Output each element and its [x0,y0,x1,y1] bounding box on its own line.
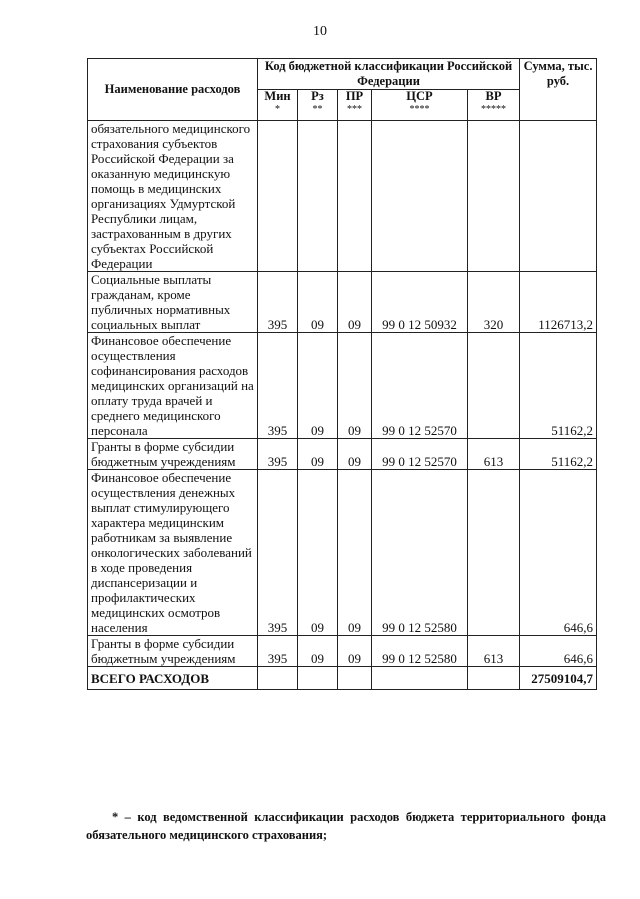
row-csr [372,121,468,272]
row-csr: 99 0 12 52580 [372,636,468,667]
total-min [258,667,298,690]
total-csr [372,667,468,690]
row-pr: 09 [338,470,372,636]
row-name: Финансовое обеспечение осуществления софинансирования расходов медицинских организаций на оплату труда врачей и среднего медицинского персонала [88,333,258,439]
table-row [88,636,597,667]
row-vr [468,333,520,439]
table-row [88,333,597,439]
row-min: 395 [258,272,298,333]
row-vr [468,121,520,272]
header-pr [338,90,372,121]
row-vr: 320 [468,272,520,333]
row-rz [298,121,338,272]
row-name: Финансовое обеспечение осуществления денежных выплат стимулирующего характера медицинским работникам за выявление онкологических заболеваний в ходе проведения диспансеризации и профилактических медицинских осмотров населения [88,470,258,636]
row-min: 395 [258,636,298,667]
footnote: * – код ведомственной классификации расходов бюджета территориального фонда обязательного медицинского страхования; [86,810,606,842]
row-min: 395 [258,470,298,636]
row-rz: 09 [298,636,338,667]
row-min: 395 [258,439,298,470]
row-name: Гранты в форме субсидии бюджетным учреждениям [88,636,258,667]
header-sum: Сумма, тыс. руб. [520,59,597,121]
header-csr-stars: **** [409,104,430,115]
total-row [88,667,597,690]
row-sum: 646,6 [520,636,597,667]
row-rz: 09 [298,272,338,333]
row-csr: 99 0 12 52580 [372,470,468,636]
total-label: ВСЕГО РАСХОДОВ [88,667,258,690]
row-vr [468,470,520,636]
row-rz: 09 [298,470,338,636]
header-rz [298,90,338,121]
header-vr [468,90,520,121]
table-row [88,272,597,333]
table-row [88,439,597,470]
header-csr [372,90,468,121]
row-csr: 99 0 12 50932 [372,272,468,333]
header-pr-label: ПР [345,89,364,103]
total-sum: 27509104,7 [520,667,597,690]
total-vr [468,667,520,690]
header-code-group: Код бюджетной классификации Российской Федерации [258,59,520,90]
row-csr: 99 0 12 52570 [372,333,468,439]
header-name: Наименование расходов [88,59,258,121]
total-rz [298,667,338,690]
budget-table [87,58,597,690]
row-name: Социальные выплаты гражданам, кроме публичных нормативных социальных выплат [88,272,258,333]
row-pr: 09 [338,439,372,470]
row-min: 395 [258,333,298,439]
table-row [88,470,597,636]
header-vr-stars: ***** [481,104,507,115]
header-min-stars: * [275,104,280,115]
row-name: Гранты в форме субсидии бюджетным учреждениям [88,439,258,470]
header-vr-label: ВР [485,89,502,103]
row-sum: 646,6 [520,470,597,636]
row-rz: 09 [298,333,338,439]
row-sum: 51162,2 [520,333,597,439]
row-pr: 09 [338,636,372,667]
row-min [258,121,298,272]
header-rz-stars: ** [312,104,323,115]
row-vr: 613 [468,636,520,667]
row-pr [338,121,372,272]
header-csr-label: ЦСР [406,89,433,103]
page-number: 10 [313,24,327,39]
header-row-1 [88,59,597,90]
total-pr [338,667,372,690]
header-rz-label: Рз [311,89,324,103]
row-sum [520,121,597,272]
row-pr: 09 [338,272,372,333]
row-name: обязательного медицинского страхования субъектов Российской Федерации за оказанную медицинскую помощь в медицинских организациях Удмуртской Республики лицам, застрахованным в других субъектах Российской Федерации [88,121,258,272]
row-rz: 09 [298,439,338,470]
header-min-label: Мин [264,89,291,103]
header-pr-stars: *** [347,104,362,115]
row-csr: 99 0 12 52570 [372,439,468,470]
table-row [88,121,597,272]
header-min [258,90,298,121]
row-sum: 51162,2 [520,439,597,470]
row-vr: 613 [468,439,520,470]
row-pr: 09 [338,333,372,439]
row-sum: 1126713,2 [520,272,597,333]
